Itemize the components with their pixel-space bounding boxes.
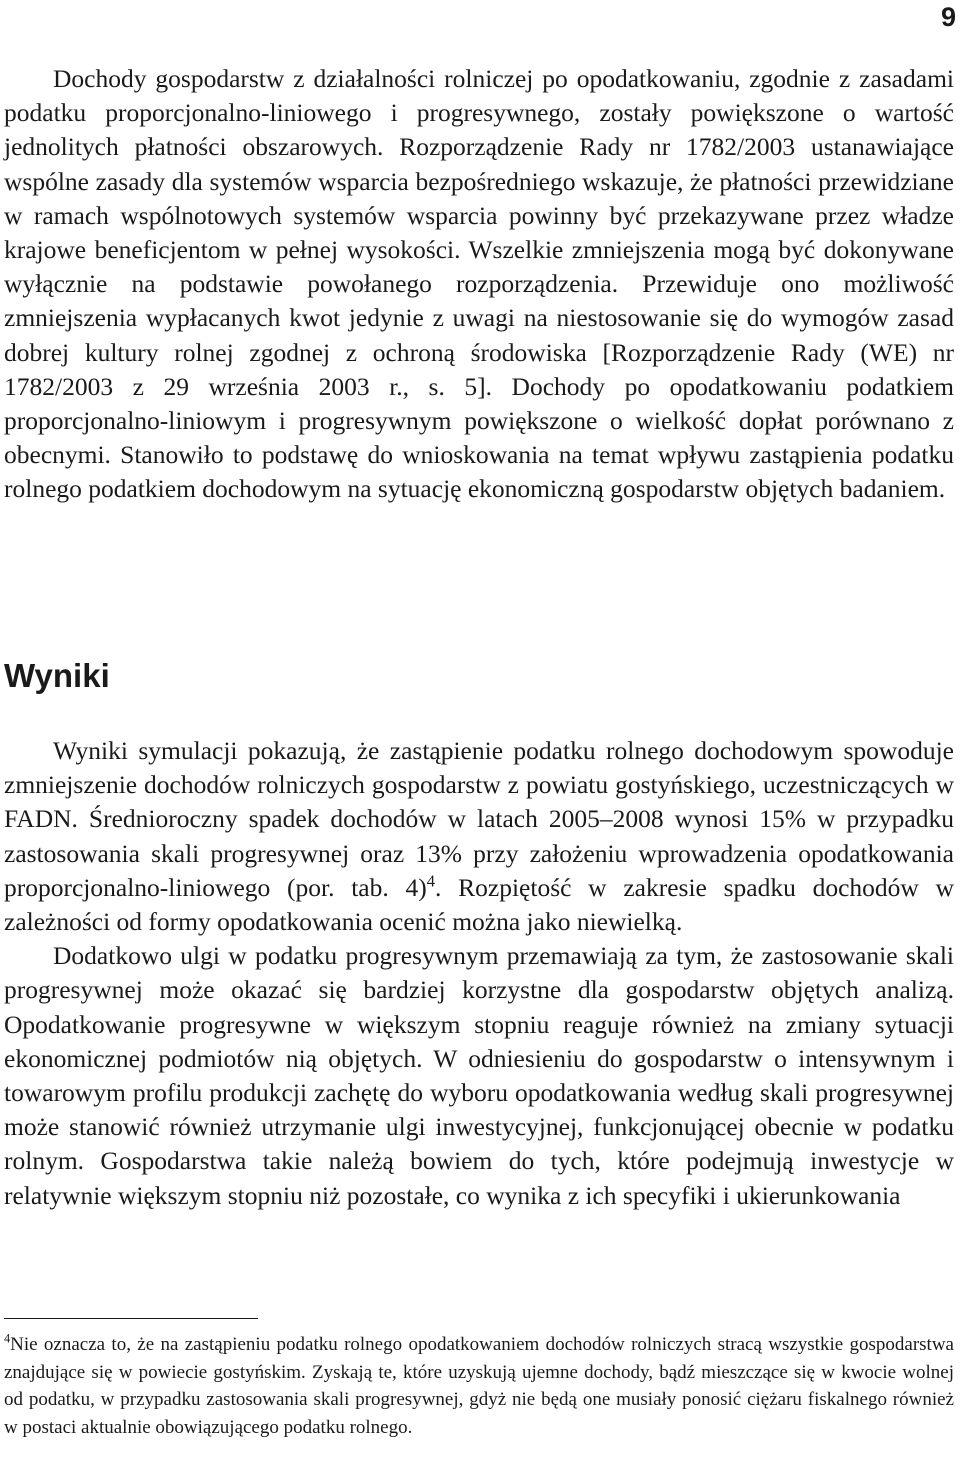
results-section <box>4 734 954 1213</box>
page-number: 9 <box>940 2 956 32</box>
footnote-text: Nie oznacza to, że na zastąpieniu podatku rolnego opodatkowaniem dochodów rolniczych stracą wszystkie gospodarstwa znajdujące się w powiecie gostyńskim. Zyskają te, które uzyskują ujemne dochody, bądź mieszczące się w kwocie wolnej od podatku, w przypadku zastosowania skali progresywnej, gdyż nie będą one musiały ponosić ciężaru fiskalnego również w postaci aktualnie obowiązującego podatku rolnego. <box>4 1334 954 1438</box>
results-paragraph-1 <box>4 734 954 939</box>
results-paragraph-1-text: Wyniki symulacji pokazują, że zastąpienie podatku rolnego dochodowym spowoduje zmniejszenie dochodów rolniczych gospodarstw z powiatu gostyńskiego, uczestniczących w FADN. Średnioroczny spadek dochodów w latach 2005–2008 wynosi 15% w przypadku zastosowania skali progresywnej oraz 13% przy założeniu wprowadzenia opodatkowania proporcjonalno-liniowego (por. tab. 4) <box>4 736 954 902</box>
footnote-marker: 4 <box>4 1331 11 1346</box>
footnote-divider <box>4 1318 258 1319</box>
footnote <box>4 1331 954 1441</box>
footnote-reference: 4 <box>426 871 436 891</box>
results-paragraph-1-continuation: . Rozpiętość w zakresie spadku dochodów w zależności od formy opodatkowania ocenić można jako niewielką. <box>4 872 954 937</box>
section-heading: Wyniki <box>4 657 110 694</box>
results-paragraph-2: Dodatkowo ulgi w podatku progresywnym przemawiają za tym, że zastosowanie skali progresywnej może okazać się bardziej korzystne dla gospodarstw objętych analizą. Opodatkowanie progresywne w większym stopniu reaguje również na zmiany sytuacji ekonomicznej podmiotów nią objętych. W odniesieniu do gospodarstw o intensywnym i towarowym profilu produkcji zachętę do wyboru opodatkowania według skali progresywnej może stanowić również utrzymanie ulgi inwestycyjnej, funkcjonującej obecnie w podatku rolnym. Gospodarstwa takie należą bowiem do tych, które podejmują inwestycje w relatywnie większym stopniu niż pozostałe, co wynika z ich specyfiki i ukierunkowania <box>4 941 954 1210</box>
intro-section <box>4 62 954 507</box>
intro-paragraph: Dochody gospodarstw z działalności rolniczej po opodatkowaniu, zgodnie z zasadami podatku proporcjonalno-liniowego i progresywnego, zostały powiększone o wartość jednolitych płatności obszarowych. Rozporządzenie Rady nr 1782/2003 ustanawiające wspólne zasady dla systemów wsparcia bezpośredniego wskazuje, że płatności przewidziane w ramach wspólnotowych systemów wsparcia powinny być przekazywane przez władze krajowe beneficjentom w pełnej wysokości. Wszelkie zmniejszenia mogą być dokonywane wyłącznie na podstawie powołanego rozporządzenia. Przewiduje ono możliwość zmniejszenia wypłacanych kwot jedynie z uwagi na niestosowanie się do wymogów zasad dobrej kultury rolnej zgodnej z ochroną środowiska [Rozporządzenie Rady (WE) nr 1782/2003 z 29 września 2003 r., s. 5]. Dochody po opodatkowaniu podatkiem proporcjonalno-liniowym i progresywnym powiększone o wielkość dopłat porównano z obecnymi. Stanowiło to podstawę do wnioskowania na temat wpływu zastąpienia podatku rolnego podatkiem dochodowym na sytuację ekonomiczną gospodarstw objętych badaniem. <box>4 64 954 504</box>
